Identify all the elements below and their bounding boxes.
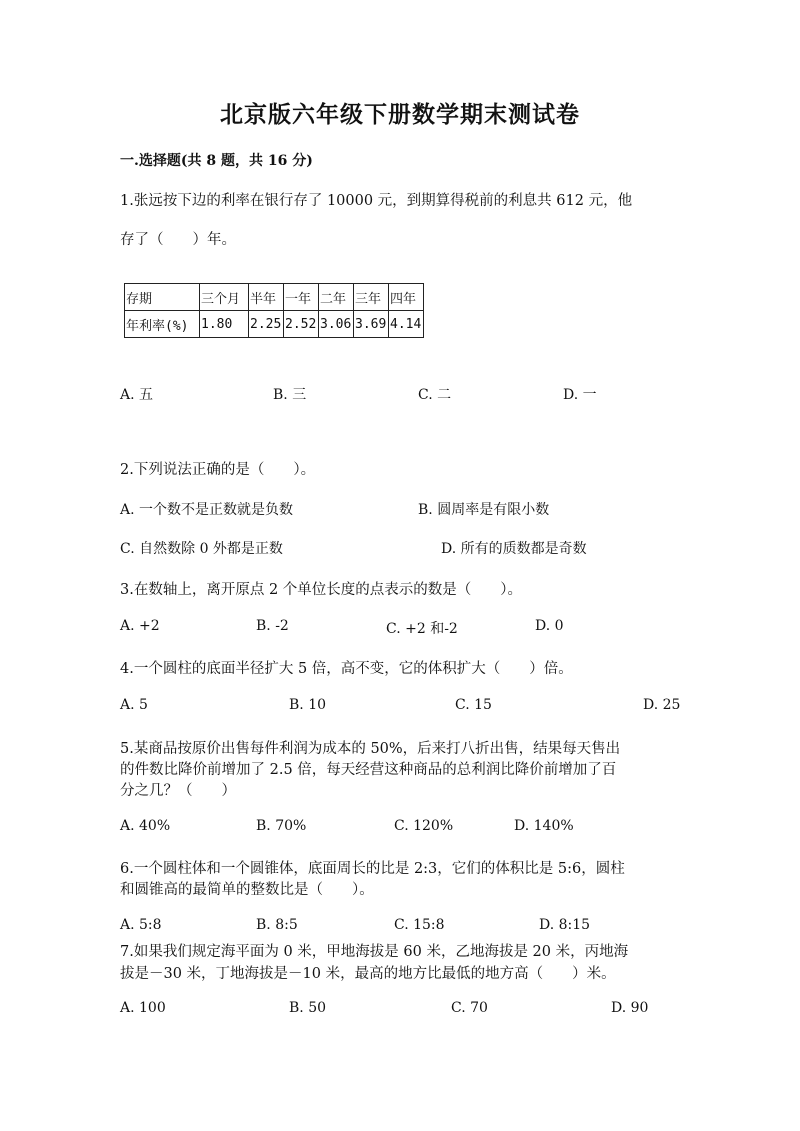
question-4-option-c: C. 15 <box>455 697 492 713</box>
question-6-line-1: 6.一个圆柱体和一个圆锥体，底面周长的比是 2:3，它们的体积比是 5:6，圆柱 <box>120 861 625 877</box>
question-6-option-d: D. 8:15 <box>539 917 591 933</box>
question-4-option-b: B. 10 <box>289 697 327 713</box>
table-cell: 2.52 <box>284 311 319 338</box>
table-cell: 半年 <box>249 284 284 311</box>
question-7-option-d: D. 90 <box>611 1000 649 1016</box>
table-cell: 年利率(%) <box>125 311 200 338</box>
table-cell: 四年 <box>389 284 424 311</box>
question-1-option-a: A. 五 <box>120 387 154 403</box>
table-cell: 3.06 <box>319 311 354 338</box>
question-3-option-c: C. +2 和-2 <box>386 621 458 637</box>
question-6-option-c: C. 15:8 <box>394 917 445 933</box>
interest-rate-table <box>124 283 424 338</box>
table-cell: 三个月 <box>200 284 249 311</box>
table-cell: 二年 <box>319 284 354 311</box>
question-6-option-a: A. 5:8 <box>120 917 162 933</box>
question-7-option-c: C. 70 <box>451 1000 488 1016</box>
question-2-option-d: D. 所有的质数都是奇数 <box>441 541 587 557</box>
table-row <box>125 311 424 338</box>
question-2-text: 2.下列说法正确的是（ ）。 <box>120 462 316 478</box>
question-3-option-a: A. +2 <box>120 618 160 634</box>
question-1-option-d: D. 一 <box>563 387 597 403</box>
question-2-option-a: A. 一个数不是正数就是负数 <box>120 502 294 518</box>
question-5-option-d: D. 140% <box>514 818 574 834</box>
question-5-option-b: B. 70% <box>256 818 307 834</box>
question-5-option-c: C. 120% <box>394 818 454 834</box>
table-cell: 一年 <box>284 284 319 311</box>
question-1-option-b: B. 三 <box>273 387 307 403</box>
question-2-option-b: B. 圆周率是有限小数 <box>418 502 550 518</box>
question-1-line-1: 1.张远按下边的利率在银行存了 10000 元，到期算得税前的利息共 612 元，他 <box>120 193 633 209</box>
question-3-text: 3.在数轴上，离开原点 2 个单位长度的点表示的数是（ ）。 <box>120 582 523 598</box>
table-cell: 存期 <box>125 284 200 311</box>
table-cell: 4.14 <box>389 311 424 338</box>
question-5-option-a: A. 40% <box>120 818 171 834</box>
question-5-line-3: 分之几？（ ） <box>120 783 236 799</box>
question-6-option-b: B. 8:5 <box>256 917 298 933</box>
question-2-option-c: C. 自然数除 0 外都是正数 <box>120 541 283 557</box>
question-3-option-b: B. -2 <box>256 618 289 634</box>
question-1-line-2: 存了（ ）年。 <box>120 232 236 248</box>
table-cell: 3.69 <box>354 311 389 338</box>
table-cell: 三年 <box>354 284 389 311</box>
table-cell: 1.80 <box>200 311 249 338</box>
page-title: 北京版六年级下册数学期末测试卷 <box>220 101 580 128</box>
question-4-option-d: D. 25 <box>643 697 681 713</box>
question-1-option-c: C. 二 <box>418 387 452 403</box>
question-5-line-2: 的件数比降价前增加了 2.5 倍，每天经营这种商品的总利润比降价前增加了百 <box>120 762 617 778</box>
question-3-option-d: D. 0 <box>535 618 564 634</box>
question-7-option-b: B. 50 <box>289 1000 327 1016</box>
question-7-option-a: A. 100 <box>120 1000 166 1016</box>
table-cell: 2.25 <box>249 311 284 338</box>
question-7-line-1: 7.如果我们规定海平面为 0 米，甲地海拔是 60 米，乙地海拔是 20 米，丙地海 <box>120 944 629 960</box>
section-heading: 一.选择题(共 8 题，共 16 分) <box>120 153 313 169</box>
question-4-option-a: A. 5 <box>120 697 148 713</box>
question-5-line-1: 5.某商品按原价出售每件利润为成本的 50%，后来打八折出售，结果每天售出 <box>120 741 621 757</box>
question-7-line-2: 拔是－30 米，丁地海拔是－10 米，最高的地方比最低的地方高（ ）米。 <box>120 966 616 982</box>
question-4-text: 4.一个圆柱的底面半径扩大 5 倍，高不变，它的体积扩大（ ）倍。 <box>120 661 573 677</box>
question-6-line-2: 和圆锥高的最简单的整数比是（ ）。 <box>120 882 374 898</box>
table-row <box>125 284 424 311</box>
